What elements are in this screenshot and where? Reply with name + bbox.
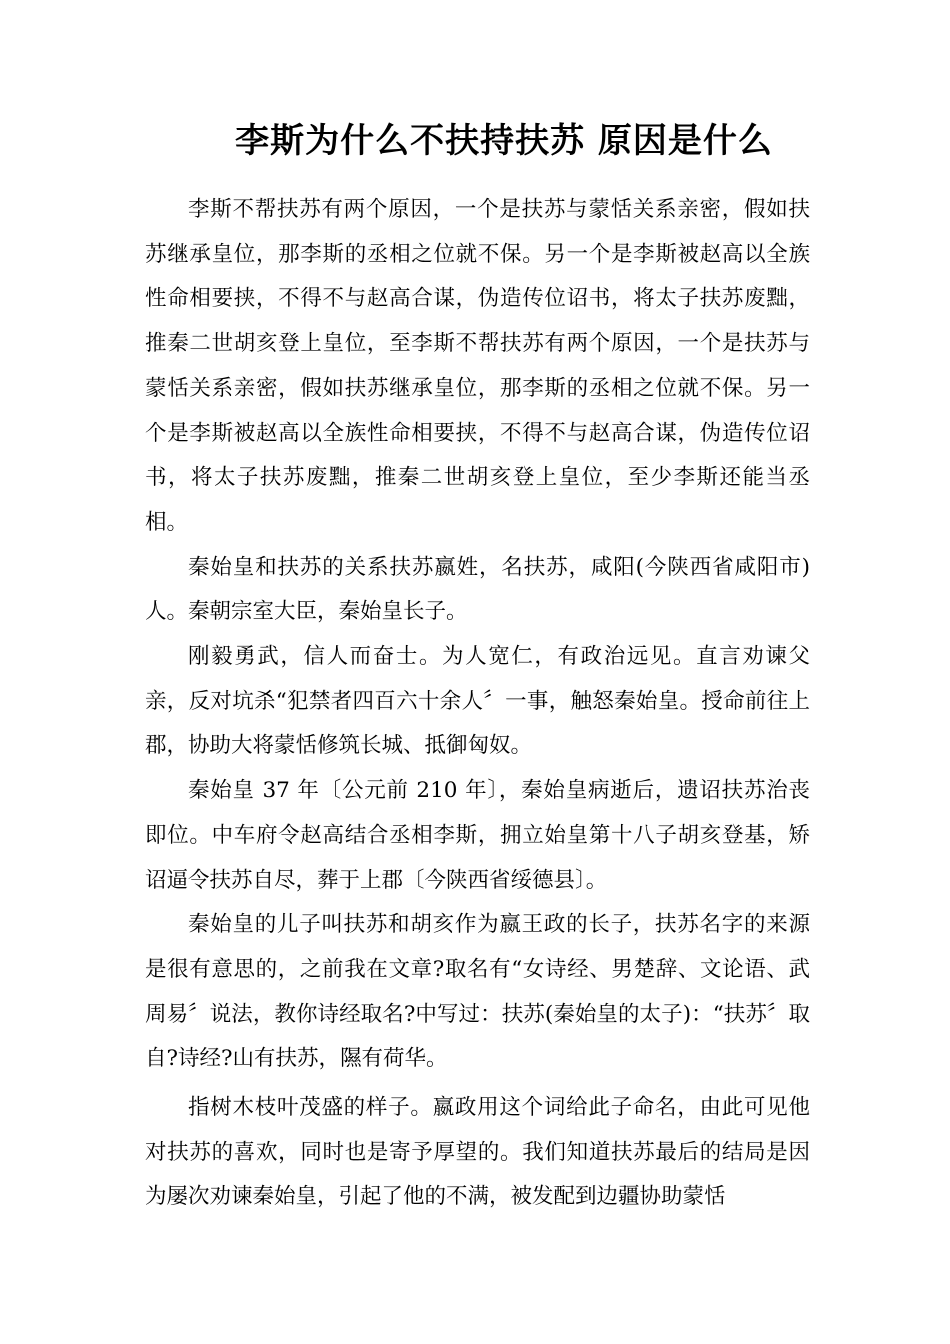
paragraph-3: 刚毅勇武，信人而奋士。为人宽仁，有政治远见。直言劝谏父亲，反对坑杀“犯禁者四百六十余人〞一事，触怒秦始皇。授命前往上郡，协助大将蒙恬修筑长城、抵御匈奴。 xyxy=(145,644,810,759)
paragraph-2: 秦始皇和扶苏的关系扶苏嬴姓，名扶苏，咸阳(今陕西省咸阳市)人。秦朝宗室大臣，秦始皇长子。 xyxy=(145,554,810,625)
paragraph-1: 李斯不帮扶苏有两个原因，一个是扶苏与蒙恬关系亲密，假如扶苏继承皇位，那李斯的丞相之位就不保。另一个是李斯被赵高以全族性命相要挟，不得不与赵高合谋，伪造传位诏书，将太子扶苏废黜，推秦二世胡亥登上皇位，至李斯不帮扶苏有两个原因，一个是扶苏与蒙恬关系亲密，假如扶苏继承皇位，那李斯的丞相之位就不保。另一个是李斯被赵高以全族性命相要挟，不得不与赵高合谋，伪造传位诏书，将太子扶苏废黜，推秦二世胡亥登上皇位，至少李斯还能当丞相。 xyxy=(145,197,810,535)
document-body xyxy=(145,188,810,1220)
document-title: 李斯为什么不扶持扶苏 原因是什么 xyxy=(235,121,773,161)
paragraph-5: 秦始皇的儿子叫扶苏和胡亥作为嬴王政的长子，扶苏名字的来源是很有意思的，之前我在文章?取名有“女诗经、男楚辞、文论语、武周易〞说法，教你诗经取名?中写过：扶苏(秦始皇的太子)：“扶苏〞取自?诗经?山有扶苏，隰有荷华。 xyxy=(145,912,810,1072)
paragraph-4: 秦始皇 37 年〔公元前 210 年〕，秦始皇病逝后，遗诏扶苏治丧即位。中车府令赵高结合丞相李斯，拥立始皇第十八子胡亥登基，矫诏逼令扶苏自尽，葬于上郡〔今陕西省绥德县〕。 xyxy=(145,778,810,893)
paragraph-6: 指树木枝叶茂盛的样子。嬴政用这个词给此子命名，由此可见他对扶苏的喜欢，同时也是寄予厚望的。我们知道扶苏最后的结局是因为屡次劝谏秦始皇，引起了他的不满，被发配到边疆协助蒙恬 xyxy=(145,1095,810,1210)
